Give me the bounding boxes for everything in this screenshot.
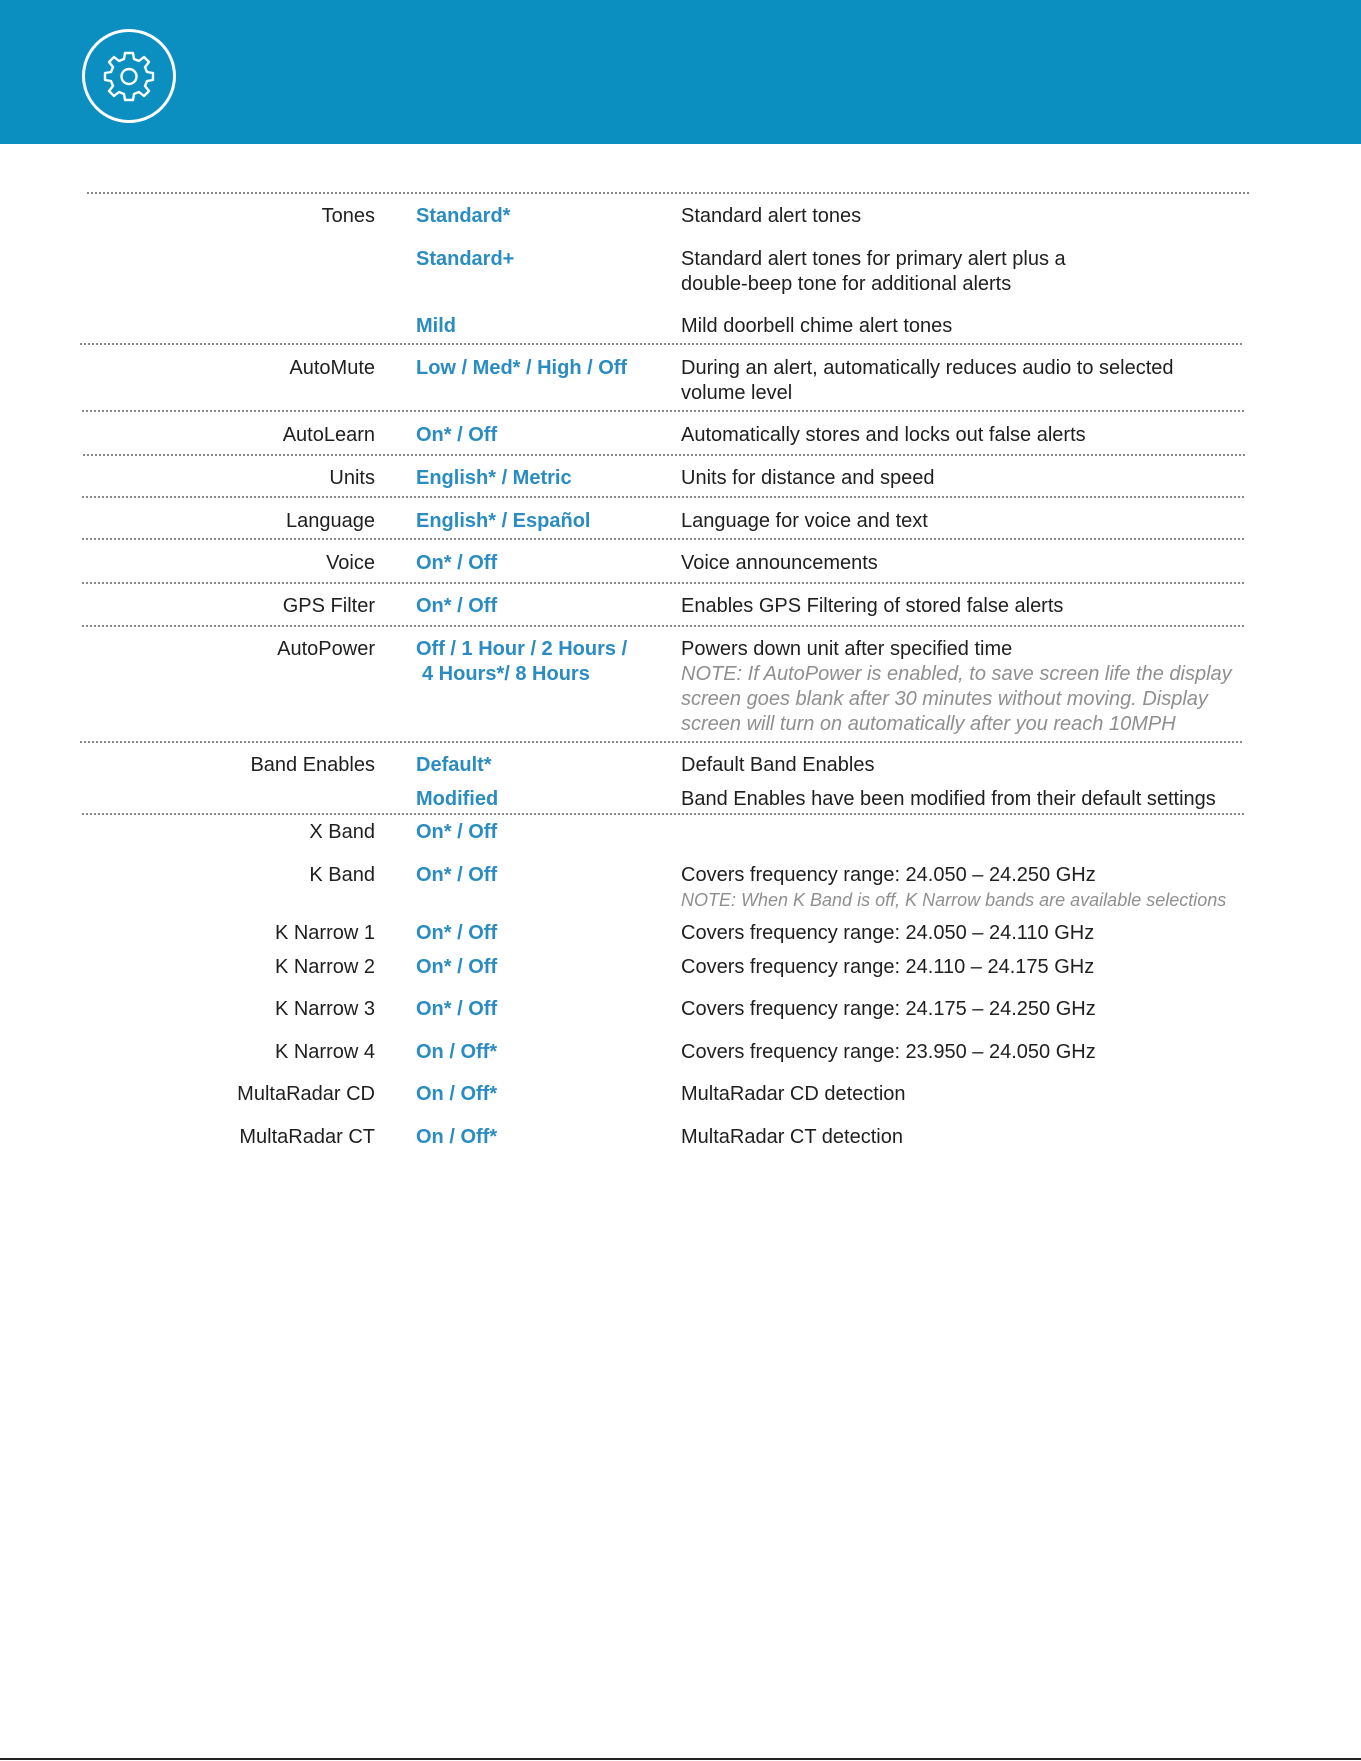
option-line: Off / 1 Hour / 2 Hours / [416,638,628,660]
setting-option: On / Off* [416,1083,498,1105]
setting-option: Default* [416,754,492,776]
description-line: Powers down unit after specified time [681,638,1013,660]
setting-name: MultaRadar CT [239,1126,375,1148]
setting-option: Mild [416,315,456,337]
setting-name: K Narrow 1 [274,922,375,944]
divider [82,625,1244,627]
setting-option: On / Off* [416,1041,498,1063]
setting-description: MultaRadar CT detection [681,1126,903,1148]
setting-option: On* / Off [416,998,498,1020]
setting-option: On* / Off [416,595,498,617]
setting-option [416,637,676,687]
note-line: NOTE: When K Band is off, K Narrow bands are available selections [681,890,1227,910]
setting-name: K Narrow 4 [274,1041,375,1063]
setting-option: Low / Med* / High / Off [416,357,628,379]
setting-description [681,863,1251,913]
setting-option: On* / Off [416,922,498,944]
setting-option: Standard+ [416,248,515,270]
setting-description: Band Enables have been modified from their default settings [681,788,1216,810]
setting-name: K Narrow 2 [274,956,375,978]
setting-option: On* / Off [416,552,498,574]
setting-option: On / Off* [416,1126,498,1148]
note-line: NOTE: If AutoPower is enabled, to save screen life the display [681,663,1232,685]
settings-badge [82,29,176,123]
setting-name: AutoMute [289,357,375,379]
option-line: 4 Hours*/ 8 Hours [422,663,590,685]
header-bar [0,0,1361,144]
divider [83,454,1245,456]
setting-name: AutoLearn [282,424,375,446]
setting-description: Automatically stores and locks out false alerts [681,424,1086,446]
setting-description: Covers frequency range: 23.950 – 24.050 GHz [681,1041,1096,1063]
description-line: double-beep tone for additional alerts [681,273,1012,295]
setting-name: AutoPower [277,638,375,660]
description-line: During an alert, automatically reduces audio to selected [681,357,1174,379]
description-line: Standard alert tones for primary alert plus a [681,248,1066,270]
setting-name: K Band [309,864,375,886]
divider [82,582,1244,584]
setting-option: Standard* [416,205,511,227]
setting-description: Enables GPS Filtering of stored false alerts [681,595,1064,617]
setting-name: K Narrow 3 [274,998,375,1020]
setting-name: GPS Filter [282,595,375,617]
divider [80,343,1242,345]
setting-name: Band Enables [250,754,375,776]
setting-description [681,356,1251,406]
setting-name: Voice [326,552,375,574]
divider [82,496,1244,498]
divider [80,741,1242,743]
setting-name: Tones [321,205,375,227]
setting-name: X Band [309,821,375,843]
note-line: screen goes blank after 30 minutes without moving. Display [681,688,1208,710]
setting-option: English* / Español [416,510,591,532]
setting-description: Units for distance and speed [681,467,935,489]
note-line: screen will turn on automatically after you reach 10MPH [681,713,1176,735]
setting-description: Mild doorbell chime alert tones [681,315,953,337]
setting-description: Standard alert tones [681,205,862,227]
divider [82,813,1244,815]
setting-name: MultaRadar CD [237,1083,375,1105]
gear-icon [103,50,155,102]
setting-description [681,247,1251,297]
setting-name: Units [329,467,375,489]
setting-name: Language [286,510,375,532]
setting-description: Voice announcements [681,552,878,574]
description-line: Covers frequency range: 24.050 – 24.250 GHz [681,864,1096,886]
divider [87,192,1249,194]
setting-option: English* / Metric [416,467,572,489]
setting-option: On* / Off [416,956,498,978]
divider [82,410,1244,412]
setting-option: On* / Off [416,864,498,886]
setting-description: MultaRadar CD detection [681,1083,906,1105]
setting-description [681,637,1251,737]
setting-description: Covers frequency range: 24.175 – 24.250 GHz [681,998,1096,1020]
setting-description: Covers frequency range: 24.110 – 24.175 GHz [681,956,1095,978]
setting-option: Modified [416,788,499,810]
divider [82,538,1244,540]
setting-option: On* / Off [416,821,498,843]
setting-description: Covers frequency range: 24.050 – 24.110 GHz [681,922,1095,944]
setting-description: Language for voice and text [681,510,928,532]
description-line: volume level [681,382,793,404]
page-bottom-rule [0,1758,1361,1760]
setting-option: On* / Off [416,424,498,446]
setting-description: Default Band Enables [681,754,875,776]
